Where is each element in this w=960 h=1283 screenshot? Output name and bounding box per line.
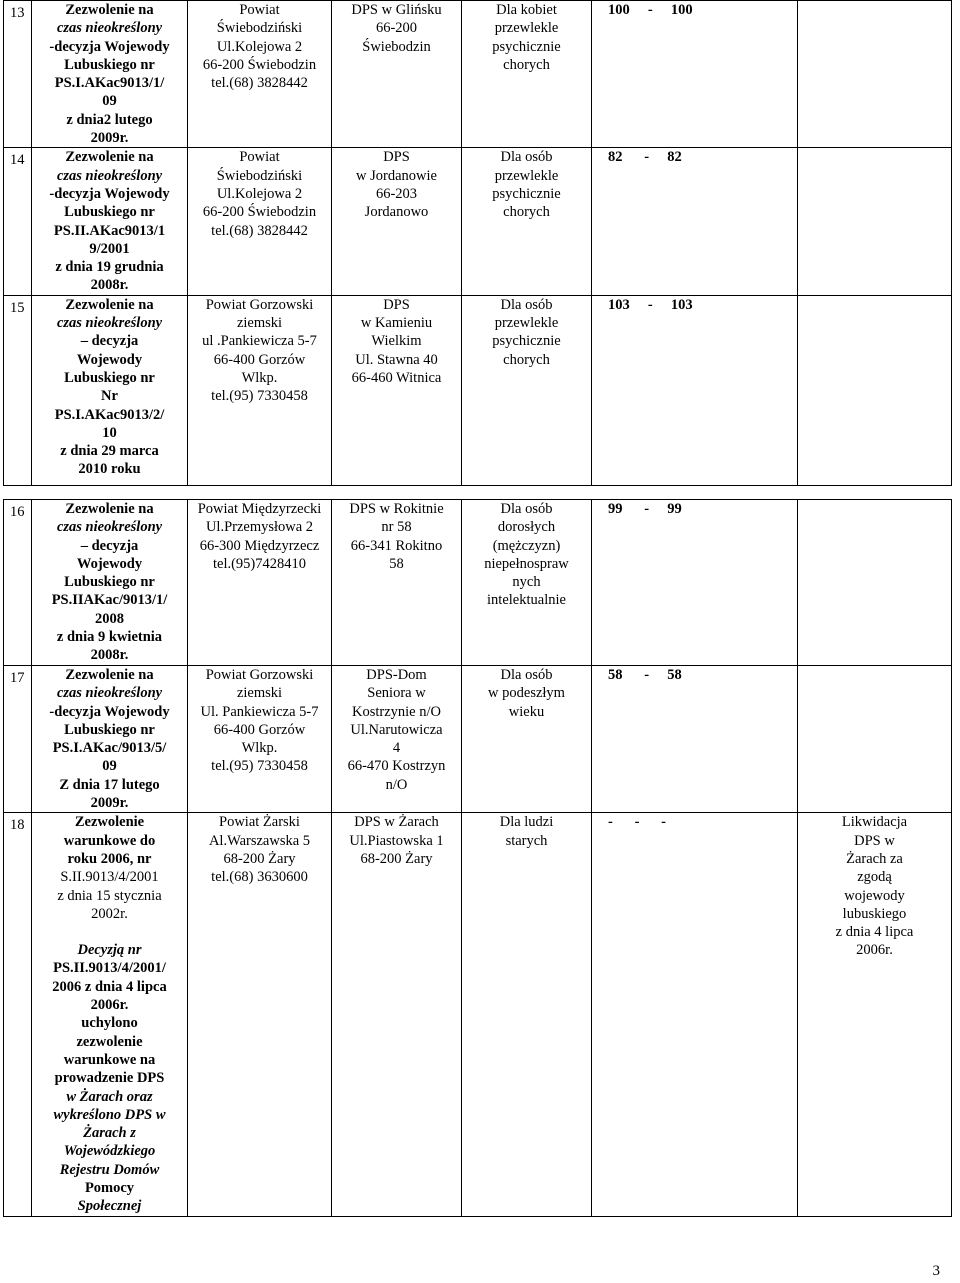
registry-table-2 — [3, 499, 952, 1217]
row-number: 16 — [4, 500, 32, 666]
capacity-cell: - - - — [592, 813, 798, 1216]
decision-registry-end: Społecznej — [77, 1198, 142, 1215]
dps-cell: DPS w Glińsku 66-200 Świebodzin — [332, 1, 462, 148]
capacity-cell: 82 - 82 — [592, 148, 798, 295]
decision-cell — [32, 1, 188, 148]
decision-kind: czas nieokreślony — [56, 20, 163, 37]
resident-type-cell: Dla osób dorosłych (mężczyzn) niepełnospraw nych intelektualnie — [462, 500, 592, 666]
capacity-cell: 100 - 100 — [592, 1, 798, 148]
decision-action-detail: w Żarach oraz wykreślono DPS w Żarach z Wojewódzkiego Rejestru Domów — [53, 1088, 166, 1178]
decision-title: Zezwolenie na — [65, 149, 154, 166]
note-cell: Likwidacja DPS w Żarach za zgodą wojewody lubuskiego z dnia 4 lipca 2006r. — [798, 813, 952, 1216]
decision-action: uchylono zezwolenie warunkowe na prowadzenie DPS — [54, 1015, 165, 1087]
resident-type-cell: Dla osób przewlekle psychicznie chorych — [462, 148, 592, 295]
capacity-cell: 103 - 103 — [592, 295, 798, 485]
table-row — [4, 148, 952, 295]
row-number: 17 — [4, 666, 32, 813]
decision-kind: czas nieokreślony — [56, 315, 163, 332]
decision-title: Zezwolenie na — [65, 667, 154, 683]
decision-kind: czas nieokreślony — [56, 685, 163, 702]
dps-cell: DPS w Kamieniu Wielkim Ul. Stawna 40 66-460 Witnica — [332, 295, 462, 485]
dps-cell: DPS w Jordanowie 66-203 Jordanowo — [332, 148, 462, 295]
decision-cell — [32, 500, 188, 666]
dps-cell: DPS w Rokitnie nr 58 66-341 Rokitno 58 — [332, 500, 462, 666]
row-number: 14 — [4, 148, 32, 295]
table-row — [4, 295, 952, 485]
decision-cell — [32, 295, 188, 485]
note-cell — [798, 666, 952, 813]
manager-cell: Powiat Żarski Al.Warszawska 5 68-200 Żary tel.(68) 3630600 — [188, 813, 332, 1216]
decision-registry-word: Pomocy — [84, 1180, 135, 1197]
dps-cell: DPS w Żarach Ul.Piastowska 1 68-200 Żary — [332, 813, 462, 1216]
table-row — [4, 1, 952, 148]
decision-number: S.II.9013/4/2001 z dnia 15 stycznia 2002r. — [57, 869, 162, 922]
table-row — [4, 500, 952, 666]
resident-type-cell: Dla kobiet przewlekle psychicznie chorych — [462, 1, 592, 148]
note-cell — [798, 1, 952, 148]
manager-cell: Powiat Gorzowski ziemski ul .Pankiewicza 5-7 66-400 Gorzów Wlkp. tel.(95) 7330458 — [188, 295, 332, 485]
decision-cell — [32, 666, 188, 813]
manager-cell: Powiat Międzyrzecki Ul.Przemysłowa 2 66-300 Międzyrzecz tel.(95)7428410 — [188, 500, 332, 666]
resident-type-cell: Dla osób w podeszłym wieku — [462, 666, 592, 813]
row-number: 15 — [4, 295, 32, 485]
decision-kind: czas nieokreślony — [56, 167, 163, 184]
decision-body: -decyzja Wojewody Lubuskiego nr PS.I.AKac9013/1/ 09 z dnia2 lutego 2009r. — [49, 38, 170, 147]
manager-cell: Powiat Gorzowski ziemski Ul. Pankiewicza 5-7 66-400 Gorzów Wlkp. tel.(95) 7330458 — [188, 666, 332, 813]
capacity-cell: 99 - 99 — [592, 500, 798, 666]
decision-kind: czas nieokreślony — [56, 519, 163, 536]
decision-title: Zezwolenie na — [65, 501, 154, 517]
note-cell — [798, 148, 952, 295]
decision-body: – decyzja Wojewody Lubuskiego nr PS.IIAKac/9013/1/ 2008 z dnia 9 kwietnia 2008r. — [51, 537, 168, 664]
decision-body: -decyzja Wojewody Lubuskiego nr PS.II.AKac9013/1 9/2001 z dnia 19 grudnia 2008r. — [49, 185, 170, 294]
decision-ref-label: Decyzją nr — [77, 942, 142, 959]
decision-title: Zezwolenie na — [65, 2, 154, 18]
row-number: 13 — [4, 1, 32, 148]
resident-type-cell: Dla osób przewlekle psychicznie chorych — [462, 295, 592, 485]
dps-cell: DPS-Dom Seniora w Kostrzynie n/O Ul.Narutowicza 4 66-470 Kostrzyn n/O — [332, 666, 462, 813]
decision-title: Zezwolenie na — [65, 296, 154, 313]
resident-type-cell: Dla ludzi starych — [462, 813, 592, 1216]
decision-body: -decyzja Wojewody Lubuskiego nr PS.I.AKac/9013/5/ 09 Z dnia 17 lutego 2009r. — [49, 703, 170, 812]
registry-table-1 — [3, 0, 952, 486]
page-number: 3 — [932, 1262, 940, 1279]
manager-cell: Powiat Świebodziński Ul.Kolejowa 2 66-200 Świebodzin tel.(68) 3828442 — [188, 148, 332, 295]
decision-cell — [32, 148, 188, 295]
table-row — [4, 666, 952, 813]
note-cell — [798, 295, 952, 485]
table-row — [4, 813, 952, 1216]
decision-ref-number: PS.II.9013/4/2001/ 2006 z dnia 4 lipca 2006r. — [52, 960, 167, 1014]
decision-body: – decyzja Wojewody Lubuskiego nr Nr PS.I.AKac9013/2/ 10 z dnia 29 marca 2010 roku — [54, 333, 165, 478]
decision-title: Zezwolenie warunkowe do roku 2006, nr — [63, 814, 156, 867]
decision-cell — [32, 813, 188, 1216]
note-cell — [798, 500, 952, 666]
row-number: 18 — [4, 813, 32, 1216]
capacity-cell: 58 - 58 — [592, 666, 798, 813]
manager-cell: Powiat Świebodziński Ul.Kolejowa 2 66-200 Świebodzin tel.(68) 3828442 — [188, 1, 332, 148]
